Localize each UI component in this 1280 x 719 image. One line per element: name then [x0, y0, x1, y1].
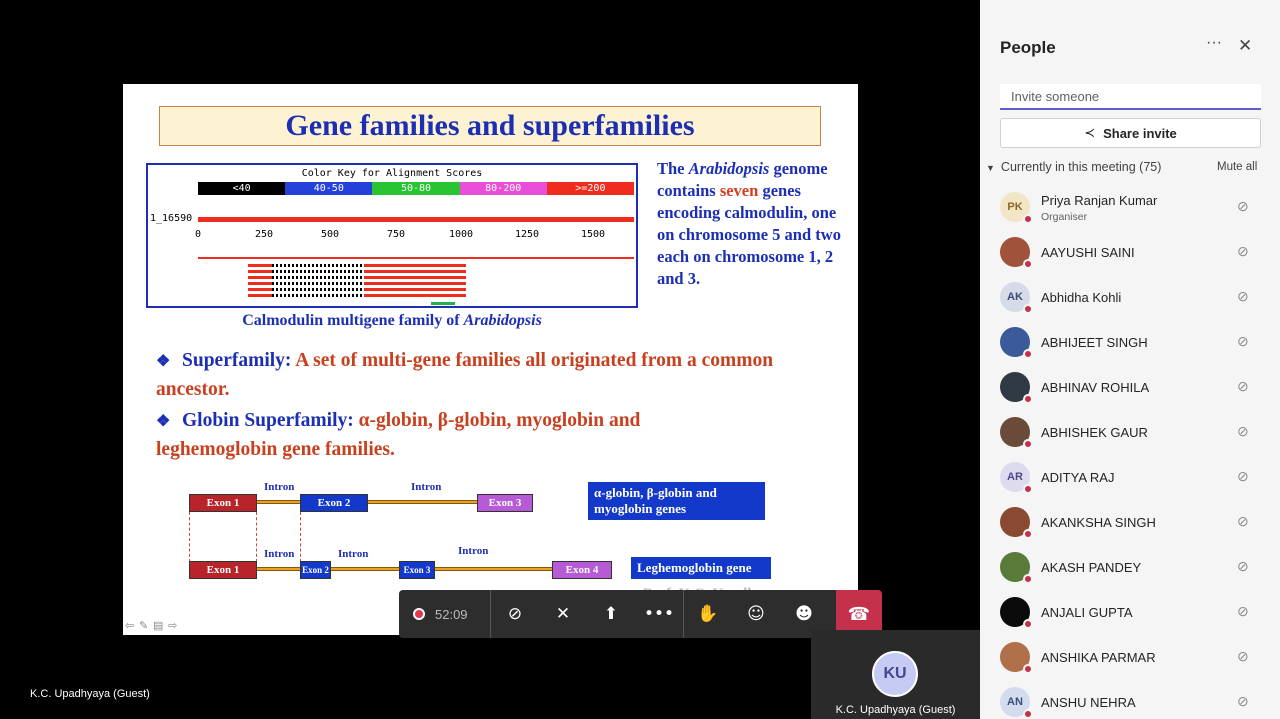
participant-row[interactable]: [980, 230, 1280, 275]
participant-row[interactable]: [980, 590, 1280, 635]
camera-off-button[interactable]: [491, 590, 539, 638]
meeting-controls: [399, 590, 882, 638]
axis-tick: 1250: [514, 229, 540, 240]
alignment-hit: [248, 276, 466, 279]
hand-icon: ✋: [697, 604, 719, 624]
exon-box: Exon 1: [189, 561, 257, 579]
status-dot: [1023, 664, 1033, 674]
status-dot: [1023, 484, 1033, 494]
caption-italic: Arabidopsis: [463, 312, 542, 329]
axis-tick: 750: [386, 229, 406, 240]
avatar: [1000, 687, 1030, 717]
participant-list: [980, 185, 1280, 719]
chat-icon: ☺: [747, 604, 765, 624]
mic-off-icon[interactable]: ⊘: [1237, 198, 1249, 214]
meeting-section-header[interactable]: [986, 160, 1161, 174]
slide-navigation[interactable]: [125, 619, 178, 632]
participant-row[interactable]: [980, 635, 1280, 680]
more-icon: •••: [643, 604, 675, 624]
participant-row[interactable]: [980, 185, 1280, 230]
shared-slide: [123, 84, 858, 635]
participant-name: ADITYA RAJ: [1041, 470, 1115, 485]
participant-name: ABHISHEK GAUR: [1041, 425, 1148, 440]
status-dot: [1023, 304, 1033, 314]
participant-name: Priya Ranjan Kumar: [1041, 193, 1158, 208]
status-dot: [1023, 259, 1033, 269]
intron-label: Intron: [458, 545, 489, 557]
participant-row[interactable]: [980, 320, 1280, 365]
presenter-name: K.C. Upadhyaya (Guest): [30, 688, 150, 700]
dashed-connector: [189, 512, 190, 562]
bullet-term: Superfamily:: [182, 350, 292, 371]
avatar: [1000, 282, 1030, 312]
alignment-hit: [248, 294, 466, 297]
participant-name: AAYUSHI SAINI: [1041, 245, 1135, 260]
slide-title: Gene families and superfamilies: [159, 106, 821, 146]
meeting-count: Currently in this meeting (75): [1000, 160, 1162, 174]
mic-off-icon[interactable]: ⊘: [1237, 693, 1249, 709]
people-icon: ☻: [795, 604, 813, 624]
alignment-hit: [248, 270, 466, 273]
participant-name: Abhidha Kohli: [1041, 290, 1122, 305]
diamond-bullet-icon: ❖: [156, 353, 171, 370]
meeting-timer: 52:09: [435, 606, 468, 622]
status-dot: [1023, 529, 1033, 539]
avatar: [1000, 642, 1030, 672]
prev-slide-icon[interactable]: ⇦: [125, 620, 136, 632]
mic-off-icon[interactable]: ⊘: [1237, 333, 1249, 349]
status-dot: [1023, 439, 1033, 449]
bullet-superfamily: [156, 347, 796, 404]
avatar-initials: AR: [1007, 471, 1023, 483]
avatar: KU: [872, 651, 918, 697]
participant-name: ANSHU NEHRA: [1041, 695, 1136, 710]
hang-up-icon: ☎: [847, 603, 871, 625]
avatar: [1000, 462, 1030, 492]
participant-name: AKANKSHA SINGH: [1041, 515, 1156, 530]
exon-box: Exon 3: [477, 494, 533, 512]
participant-row[interactable]: [980, 275, 1280, 320]
color-key-legend: [198, 182, 634, 195]
panel-title: People: [1000, 38, 1056, 57]
mic-off-icon[interactable]: ⊘: [1237, 603, 1249, 619]
side-description: [657, 158, 849, 290]
record-icon: [413, 608, 425, 620]
intron-label: Intron: [411, 481, 442, 493]
label-box-leghemoglobin: Leghemoglobin gene: [631, 557, 771, 579]
label-box-globin: α-globin, β-globin and myoglobin genes: [588, 482, 765, 520]
axis-tick: 1000: [448, 229, 474, 240]
avatar: [1000, 507, 1030, 537]
more-actions-button[interactable]: [635, 590, 683, 638]
close-icon[interactable]: ✕: [1238, 36, 1253, 55]
color-key-bin: 50-80: [372, 182, 459, 195]
alignment-hit: [248, 288, 466, 291]
exon-box: Exon 2: [300, 561, 331, 579]
axis-tick: 250: [254, 229, 274, 240]
mic-off-icon[interactable]: ⊘: [1237, 558, 1249, 574]
share-screen-icon: ⬆: [603, 604, 619, 624]
mic-off-icon[interactable]: ⊘: [1237, 288, 1249, 304]
mute-all-button[interactable]: Mute all: [1217, 161, 1258, 173]
status-dot: [1023, 709, 1033, 719]
more-options-icon[interactable]: ···: [1206, 34, 1222, 51]
exon-box: Exon 1: [189, 494, 257, 512]
axis-tick: 500: [320, 229, 340, 240]
side-text-2: genome contains: [657, 159, 828, 200]
share-invite-button[interactable]: [1000, 118, 1261, 148]
dashed-connector: [300, 512, 301, 562]
axis-tick: 0: [194, 229, 202, 240]
side-text-3: genes encoding calmodulin, one on chromosome 5 and two each on chromosome 1, 2 and 3.: [657, 181, 841, 288]
side-text-italic: Arabidopsis: [688, 159, 770, 178]
mic-muted-button[interactable]: [539, 590, 587, 638]
exon-box: Exon 4: [552, 561, 612, 579]
intron-label: Intron: [264, 548, 295, 560]
share-invite-label: Share invite: [1103, 125, 1177, 141]
side-text-red: seven: [719, 181, 759, 200]
query-axis: [198, 217, 634, 222]
participant-row[interactable]: [980, 410, 1280, 455]
chat-button[interactable]: [732, 590, 780, 638]
avatar: [1000, 192, 1030, 222]
share-icon: ≺: [1084, 125, 1096, 140]
next-slide-icon[interactable]: ⇨: [168, 620, 179, 632]
participant-row[interactable]: [980, 365, 1280, 410]
mic-off-icon[interactable]: ⊘: [1237, 423, 1249, 439]
bullet-text: A set of multi-gene families all originated from a common ancestor.: [156, 350, 774, 400]
avatar-initials: PK: [1007, 201, 1023, 213]
participant-row[interactable]: [980, 680, 1280, 719]
menu-icon[interactable]: ▤: [152, 620, 165, 632]
color-key-bin: 80-200: [460, 182, 547, 195]
color-key-title: Color Key for Alignment Scores: [301, 168, 483, 179]
avatar-initials: AK: [1007, 291, 1023, 303]
status-dot: [1023, 619, 1033, 629]
people-panel: [980, 0, 1280, 719]
color-key-bin: <40: [198, 182, 285, 195]
recording-indicator: [399, 590, 491, 638]
mic-off-icon[interactable]: ⊘: [1237, 468, 1249, 484]
avatar: [1000, 372, 1030, 402]
share-screen-button[interactable]: [587, 590, 635, 638]
avatar: [1000, 417, 1030, 447]
invite-input[interactable]: Invite someone: [1000, 84, 1261, 110]
exon-box: Exon 3: [399, 561, 435, 579]
axis-tick: 1500: [580, 229, 606, 240]
avatar: [1000, 327, 1030, 357]
pen-icon[interactable]: ✎: [138, 620, 150, 632]
mic-off-icon[interactable]: ⊘: [1237, 648, 1249, 664]
figure-caption: [146, 312, 638, 330]
participant-name: ANSHIKA PARMAR: [1041, 650, 1156, 665]
participant-row[interactable]: [980, 500, 1280, 545]
avatar: [1000, 237, 1030, 267]
bullet-term: Globin Superfamily:: [182, 410, 354, 431]
self-name: K.C. Upadhyaya (Guest): [835, 704, 956, 716]
alignment-hit: [248, 264, 466, 267]
status-dot: [1023, 394, 1033, 404]
query-label: 1_16590: [150, 213, 193, 224]
avatar: [1000, 597, 1030, 627]
bullet-globin: [156, 407, 756, 464]
self-video-tile[interactable]: [811, 630, 980, 719]
raise-hand-button[interactable]: [684, 590, 732, 638]
color-key-bin: 40-50: [285, 182, 372, 195]
mic-off-icon[interactable]: ⊘: [1237, 378, 1249, 394]
avatar-initials: AN: [1007, 696, 1023, 708]
participant-row[interactable]: [980, 455, 1280, 500]
status-dot: [1023, 574, 1033, 584]
caption-text: Calmodulin multigene family of: [242, 312, 464, 329]
alignment-hit: [431, 302, 455, 305]
color-key-bin: >=200: [547, 182, 634, 195]
exon-box: Exon 2: [300, 494, 368, 512]
intron-label: Intron: [264, 481, 295, 493]
participant-name: AKASH PANDEY: [1041, 560, 1142, 575]
dashed-connector: [256, 512, 257, 562]
side-text-1: The: [657, 159, 689, 178]
diamond-bullet-icon: ❖: [156, 413, 171, 430]
participant-row[interactable]: [980, 545, 1280, 590]
status-dot: [1023, 349, 1033, 359]
blast-alignment-figure: [146, 163, 638, 308]
mic-off-icon[interactable]: ⊘: [1237, 243, 1249, 259]
status-dot: [1023, 214, 1033, 224]
bullet-text: α-globin, β-globin, myoglobin and leghemoglobin gene families.: [156, 410, 641, 460]
mic-off-icon: ✕: [555, 604, 571, 624]
participant-name: ABHIJEET SINGH: [1041, 335, 1148, 350]
avatar: [1000, 552, 1030, 582]
chevron-down-icon: ▼: [986, 163, 995, 173]
alignment-hit: [198, 257, 634, 259]
participant-name: ABHINAV ROHILA: [1041, 380, 1150, 395]
participant-name: ANJALI GUPTA: [1041, 605, 1133, 620]
mic-off-icon[interactable]: ⊘: [1237, 513, 1249, 529]
participant-role: Organiser: [1041, 211, 1088, 223]
alignment-hit: [248, 282, 466, 285]
intron-label: Intron: [338, 548, 369, 560]
camera-off-icon: ⊘: [507, 604, 523, 624]
